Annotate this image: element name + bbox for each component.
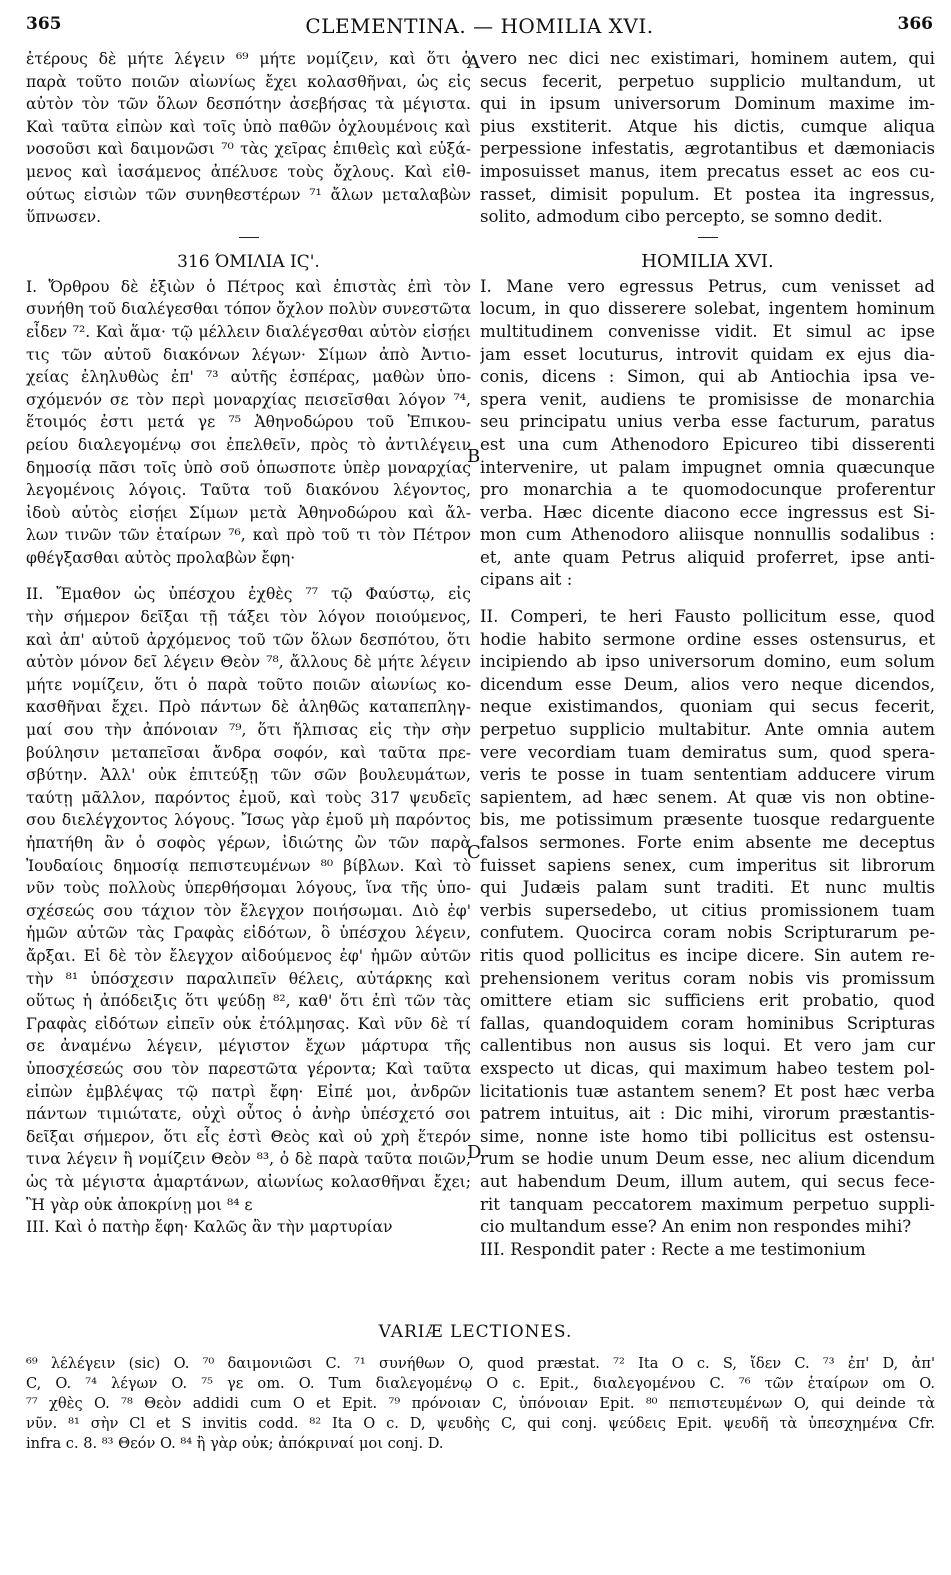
- greek-text-line: δημοσίᾳ πᾶσι τοῖς ὑπὸ σοῦ ὁπωσποτε ὑπὲρ μοναρχίας: [26, 458, 471, 477]
- section-divider: [239, 237, 259, 238]
- greek-text-line: παρὰ τοῦτο ποιῶν αἰωνίως ἔχει κολασθῆναι, ὡς εἰς: [26, 72, 471, 91]
- greek-text-line: καὶ ἀπ' αὐτοῦ ἀρχόμενος τοῦ τῶν ὅλων δεσπότου, ὅτι: [26, 630, 471, 649]
- greek-text-line: πάντων τιμιώτατε, οὐχὶ οὗτος ὁ ἀνὴρ ὑπέσχετό σοι: [26, 1105, 471, 1124]
- latin-text-line: rasset, dimisit populum. Et postea ita ingressus,: [480, 184, 935, 204]
- running-header: [26, 14, 933, 44]
- margin-letter-d: D: [467, 1142, 482, 1163]
- latin-text-line: perpessione infestatis, ægrotantibus et dæmoniacis: [480, 139, 935, 159]
- greek-text-line: χείας ἐληλυθὼς ἐπ' ⁷³ αὐτῆς ἑσπέρας, μαθὼν ὑπο-: [26, 368, 471, 387]
- greek-text-line: ἠπατήθη ἂν ὁ σοφὸς γέρων, ἰδιώτης ὢν τῶν παρὰ: [26, 834, 471, 852]
- greek-text-line: I. Ὄρθρου δὲ ἐξιὼν ὁ Πέτρος καὶ ἐπιστὰς ἐπὶ τὸν: [26, 277, 471, 296]
- latin-paragraph-1: [480, 276, 935, 592]
- greek-text-line: ἄρξαι. Εἰ δὲ τὸν ἔλεγχον αἰδούμενος ἐφ' ἡμῶν αὐτῶν: [26, 946, 471, 965]
- greek-text-line: εἰπὼν ἐμβλέψας τῷ πατρὶ ἔφη· Εἰπέ μοι, ἀνδρῶν: [26, 1082, 471, 1101]
- latin-text-line: fallas, quandoquidem coram hominibus Scripturas: [480, 1013, 935, 1033]
- greek-text-line: ἰδοὺ αὐτὸς εἰσῄει Σίμων μετὰ Ἀθηνοδώρου καὶ ἄλ-: [26, 503, 471, 522]
- greek-text-line: κασθῆναι ἔχει. Πρὸ πάντων δὲ ἀληθῶς καταπεπληγ-: [26, 698, 471, 717]
- latin-text-line: licitationis tuæ astantem senem? Et post hæc verba: [480, 1081, 935, 1101]
- latin-text-line: ritis quod pollicitus es incipe dicere. Sin autem re-: [480, 945, 935, 965]
- latin-text-line: qui Judæis palam sunt traditi. Et nunc multis: [480, 878, 935, 898]
- greek-text-line: ταύτῃ μᾶλλον, παρόντος ἐμοῦ, καὶ τοὺς 317 ψευδεῖς: [26, 788, 471, 807]
- latin-text-line: hodie habito sermone ordine esses ostensurus, et: [480, 629, 935, 649]
- latin-text-line: callentibus non ausus sis loqui. Et vero jam cur: [480, 1036, 935, 1056]
- page-number-right: 366: [897, 14, 933, 34]
- greek-text-line: ούτως εἰσιὼν τῶν συνηθεστέρων ⁷¹ ἄλων μεταλαβὼν: [26, 185, 471, 204]
- greek-text-line: II. Ἔμαθον ὡς ὑπέσχου ἐχθὲς ⁷⁷ τῷ Φαύστῳ, εἰς: [26, 585, 471, 604]
- greek-text-line: III. Καὶ ὁ πατὴρ ἔφη· Καλῶς ἂν τὴν μαρτυρίαν: [26, 1218, 393, 1237]
- greek-text-line: ἡμῶν αὐτῶν τὰς Γραφὰς εἰδότων, ὃ ὑπέσχου λέγειν,: [26, 924, 471, 943]
- greek-paragraph-2: [26, 583, 471, 1216]
- latin-text-line: pro monarchia a te quomodocunque proferentur: [480, 480, 935, 500]
- latin-text-line: II. Comperi, te heri Fausto pollicitum esse, quod: [480, 607, 935, 627]
- latin-text-line: intervenire, ut palam impugnet omnia quæcunque: [480, 457, 935, 477]
- latin-text-line: conis, dicens : Simon, qui ab Antiochia ipsa ve-: [480, 367, 935, 387]
- latin-text-line: rum se hodie unum Deum esse, nec alium dicendum: [480, 1149, 935, 1169]
- latin-text-line: et, ante quam Petrus aliquid proferret, ipse anti-: [480, 547, 935, 567]
- greek-text-line: βούλησιν μεταπεῖσαι ἄνδρα σοφόν, καὶ ταῦτα πρε-: [26, 743, 471, 762]
- latin-column: [480, 48, 935, 1261]
- latin-text-line: neque existimandos, quoniam qui secus fecerit,: [480, 697, 935, 717]
- greek-text-line: οὕτως ἡ ἀπόδειξις ὅτι ψεύδῃ ⁸², καθ' ὅτι ἐπὶ τῶν τὰς: [26, 992, 471, 1011]
- greek-text-line: σου διελέγχοντος λόγους. Ἴσως γὰρ ἐμοῦ μὴ παρόντος: [26, 811, 471, 830]
- greek-text-line: ρείου διαλεγομένῳ σοι ἐπελθεῖν, πρὸς τὸ ἀντιλέγειν: [26, 435, 471, 454]
- latin-text-line: qui in ipsum universorum Dominum maxime im-: [480, 94, 935, 114]
- latin-text-line: cipans ait :: [480, 570, 573, 590]
- greek-homily-heading: 316 ΌΜΙΛΙΑ ΙϚ'.: [177, 251, 320, 272]
- latin-text-line: dicendum esse Deum, alios vero neque dicendos,: [480, 674, 935, 694]
- margin-letter-c: C: [467, 842, 481, 863]
- latin-text-line: est una cum Athenodoro Epicureo tibi disserenti: [480, 434, 935, 454]
- greek-text-line: αὐτὸν μόνον δεῖ λέγειν Θεὸν ⁷⁸, ἄλλους δὲ μήτε λέγειν: [26, 653, 471, 672]
- latin-text-line: jam esset locuturus, introvit quidam ex ejus dia-: [480, 344, 935, 364]
- greek-text-line: ὡς τὰ μέγιστα ἁμαρτάνων, αἰωνίως κολασθῆναι ἔχει;: [26, 1172, 471, 1191]
- greek-text-line: τινα λέγειν ἢ νομίζειν Θεὸν ⁸³, ὁ δὲ παρὰ ταῦτα ποιῶν,: [26, 1150, 471, 1169]
- greek-text-line: μήτε νομίζειν, ὅτι ὁ παρὰ τοῦτο ποιῶν αἰωνίως κο-: [26, 675, 471, 694]
- greek-text-line: σβύτην. Ἀλλ' οὐκ ἐπιτεύξῃ τῶν σῶν βουλευμάτων,: [26, 766, 471, 785]
- variant-note-line: C, O. ⁷⁴ λέγων O. ⁷⁵ γε om. O. Tum διαλεγομένῳ O c. Epit., διαλεγομένου C. ⁷⁶ τῶν ἑταίρων om O.: [26, 1375, 935, 1392]
- greek-text-line: Καὶ ταῦτα εἰπὼν καὶ τοῖς ὑπὸ παθῶν ὀχλουμένοις καὶ: [26, 117, 471, 136]
- latin-text-line: pius exstiterit. Atque his dictis, cumque aliqua: [480, 116, 935, 136]
- latin-text-line: fuisset sapiens senex, cum imperitus sit librorum: [480, 855, 935, 875]
- latin-text-line: prehensionem veritus coram nobis vis promissum: [480, 968, 935, 988]
- latin-paragraph-2: [480, 606, 935, 1239]
- greek-text-line: νῦν τοὺς πολλοὺς ὑπερθήσομαι λόγους, ἵνα τῆς ὑπο-: [26, 879, 471, 898]
- latin-text-line: mon cum Athenodoro aliisque nonnullis sodalibus :: [480, 525, 935, 545]
- latin-text-line: omittere etiam sic sufficiens erit probatio, quod: [480, 991, 935, 1011]
- latin-text-line: spera venit, audiens te promisisse de monarchia: [480, 389, 935, 409]
- page-number-left: 365: [26, 14, 62, 34]
- greek-text-line: Ἰουδαίοις δημοσίᾳ πεπιστευμένων ⁸⁰ βίβλων. Καὶ τὸ: [26, 856, 471, 875]
- greek-text-line: νοσοῦσι καὶ δαιμονῶσι ⁷⁰ τὰς χεῖρας ἐπιθεὶς καὶ εὐξά-: [26, 140, 471, 159]
- greek-text-line: φθέγξασθαι αὐτὸς προλαβὼν ἔφη·: [26, 548, 296, 567]
- section-divider: [698, 237, 718, 238]
- greek-text-line: τὴν ⁸¹ ὑπόσχεσιν παραλιπεῖν θέλεις, αὐτάρκης καὶ: [26, 969, 471, 988]
- greek-text-line: σε ἀναμένω λέγειν, μέγιστον ἔχων μάρτυρα τῆς: [26, 1037, 471, 1056]
- latin-text-line: patrem intuitus, ait : Dic mihi, virorum præstantis-: [480, 1104, 935, 1124]
- latin-text-line: secus fecerit, perpetuo supplicio multandum, ut: [480, 71, 935, 91]
- greek-paragraph-1: [26, 276, 471, 570]
- latin-text-line: solito, admodum cibo percepto, se somno dedit.: [480, 207, 883, 227]
- latin-text-line: incipiendo ab ipso universorum domino, eum solum: [480, 652, 935, 672]
- greek-text-line: τὴν σήμερον δεῖξαι τῇ τάξει τὸν λόγον ποιούμενος,: [26, 608, 471, 627]
- latin-text-line: multitudinem convenisse vidit. Et simul ac ipse: [480, 321, 935, 341]
- latin-text-line: seu principatu unius verba esse facturum, paratus: [480, 412, 935, 432]
- greek-text-line: ὑποσχέσεώς σου τὸν παρεστῶτα γέροντα; Καὶ ταῦτα: [26, 1059, 471, 1078]
- variant-note-line: infra c. 8. ⁸³ Θεόν O. ⁸⁴ ἢ γὰρ οὐκ; ἀπόκριναί μοι conj. D.: [26, 1435, 444, 1452]
- latin-text-line: aut habendum Deum, illum autem, qui secus fece-: [480, 1171, 935, 1191]
- margin-letter-a: A: [467, 52, 480, 73]
- latin-text-line: falsos sermones. Forte enim absente me deceptus: [480, 833, 935, 852]
- greek-text-line: Ἢ γὰρ οὐκ ἀποκρίνῃ μοι ⁸⁴ ε: [26, 1195, 253, 1214]
- latin-text-line: III. Respondit pater : Recte a me testimonium: [480, 1239, 866, 1259]
- greek-column: [26, 48, 471, 1239]
- variae-lectiones-notes: [26, 1354, 935, 1454]
- latin-text-line: verba. Hæc dicente diacono ecce ingressus est Si-: [480, 502, 935, 522]
- margin-letter-b: B: [467, 446, 481, 467]
- latin-homily-heading: HOMILIA XVI.: [641, 250, 774, 272]
- latin-top-block: [480, 48, 935, 229]
- latin-text-line: confutem. Quocirca coram nobis Scripturarum pe-: [480, 923, 935, 943]
- latin-text-line: locum, in quo disserere solebat, ingentem hominum: [480, 299, 935, 319]
- greek-text-line: σχέσεώς σου τάχιον τὸν ἔλεγχον ποιήσωμαι. Διὸ ἐφ': [26, 901, 471, 920]
- variant-note-line: νῦν. ⁸¹ σὴν Cl et S invitis codd. ⁸² Ita O c. D, ψευδὴς C, qui conj. ψεύδεις Epit. ψευδῆ τὰ ὑπεσχημένα Cfr.: [26, 1415, 935, 1432]
- greek-text-line: δεῖξαι σήμερον, ὅτι εἷς ἐστὶ Θεὸς καὶ οὐ χρὴ ἕτερόν: [26, 1127, 471, 1146]
- greek-text-line: λεγομένοις λόγοις. Ταῦτα τοῦ διακόνου λέγοντος,: [26, 481, 471, 500]
- latin-paragraph-3: [480, 1239, 935, 1262]
- latin-text-line: sapientem, ad hæc senem. At quæ vis non obtine-: [480, 787, 935, 807]
- latin-text-line: verbis supersedebo, ut citius promissionem tuam: [480, 900, 935, 920]
- greek-text-line: ἕτοιμός ἐστι μετά γε ⁷⁵ Ἀθηνοδώρου τοῦ Ἐπικου-: [26, 413, 471, 432]
- latin-text-line: exspecto ut dicas, qui maximum habeo testem pol-: [480, 1058, 935, 1078]
- running-title: CLEMENTINA. — HOMILIA XVI.: [305, 14, 654, 38]
- greek-text-line: μαί σου τὴν ἀπόνοιαν ⁷⁹, ὅτι ἤλπισας εἰς τὴν σὴν: [26, 721, 471, 740]
- latin-text-line: cio multandum esse? An enim non respondes mihi?: [480, 1217, 912, 1237]
- greek-text-line: αὐτὸν τὸν τῶν ὅλων δεσπότην ἀσεβήσας τὰ μέγιστα.: [26, 95, 471, 114]
- greek-text-line: ὕπνωσεν.: [26, 208, 102, 227]
- greek-text-line: συνήθη τοῦ διαλέγεσθαι τόπον ὄχλον πολὺν συνεστῶτα: [26, 300, 471, 319]
- latin-text-line: perpetuo supplicio multabitur. Ante omnia autem: [480, 720, 935, 740]
- greek-text-line: μενος καὶ ἰασάμενος ἀπέλυσε τοὺς ὄχλους. Καὶ εἰθ-: [26, 162, 471, 181]
- greek-paragraph-3: [26, 1216, 471, 1239]
- greek-text-line: σχόμενόν σε τὸν περὶ μοναρχίας πεισεῖσθαι λόγον ⁷⁴,: [26, 390, 471, 409]
- greek-text-line: ἑτέρους δὲ μήτε λέγειν ⁶⁹ μήτε νομίζειν, καὶ ὅτι ὁ: [26, 50, 471, 68]
- latin-text-line: veris te posse in tuam sententiam adducere virum: [480, 765, 935, 785]
- greek-text-line: λων τινῶν τῶν ἑταίρων ⁷⁶, καὶ πρὸ τοῦ τι τὸν Πέτρον: [26, 526, 471, 545]
- latin-text-line: vere vecordiam tuam demiratus sum, quod spera-: [480, 742, 935, 762]
- variant-note-line: ⁷⁷ χθὲς O. ⁷⁸ Θεὸν addidi cum O et Epit. ⁷⁹ πρόνοιαν C, ὑπόνοιαν Epit. ⁸⁰ πεπιστευμένων O, qui deinde τὰ: [26, 1395, 935, 1412]
- latin-text-line: vero nec dici nec existimari, hominem autem, qui: [480, 49, 935, 68]
- latin-text-line: I. Mane vero egressus Petrus, cum venisset ad: [480, 276, 935, 296]
- variant-note-line: ⁶⁹ λέλέγειν (sic) O. ⁷⁰ δαιμονιῶσι C. ⁷¹ συνήθων O, quod præstat. ⁷² Ita O c. S, ἴδεν C. ⁷³ ἐπ' D, ἀπ': [26, 1355, 935, 1372]
- greek-text-line: Γραφὰς εἰδότων εἰπεῖν οὐκ ἐτόλμησας. Καὶ νῦν δὲ τί: [26, 1014, 471, 1033]
- variae-lectiones-title: VARIÆ LECTIONES.: [378, 1322, 573, 1342]
- greek-text-line: τις τῶν αὐτοῦ διακόνων λέγων· Σίμων ἀπὸ Ἀντιο-: [26, 345, 471, 364]
- latin-text-line: imposuisset manus, item precatus esset ac eos cu-: [480, 161, 935, 181]
- latin-text-line: rit tanquam peccatorem maximum perpetuo suppli-: [480, 1194, 935, 1214]
- latin-text-line: bis, me potissimum præsente tuosque redarguente: [480, 810, 935, 830]
- greek-top-block: [26, 48, 471, 229]
- latin-text-line: sime, nonne iste homo tibi pollicitus est ostensu-: [480, 1126, 935, 1146]
- greek-text-line: εἶδεν ⁷². Καὶ ἅμα· τῷ μέλλειν διαλέγεσθαι αὐτὸν εἰσῄει: [26, 322, 471, 341]
